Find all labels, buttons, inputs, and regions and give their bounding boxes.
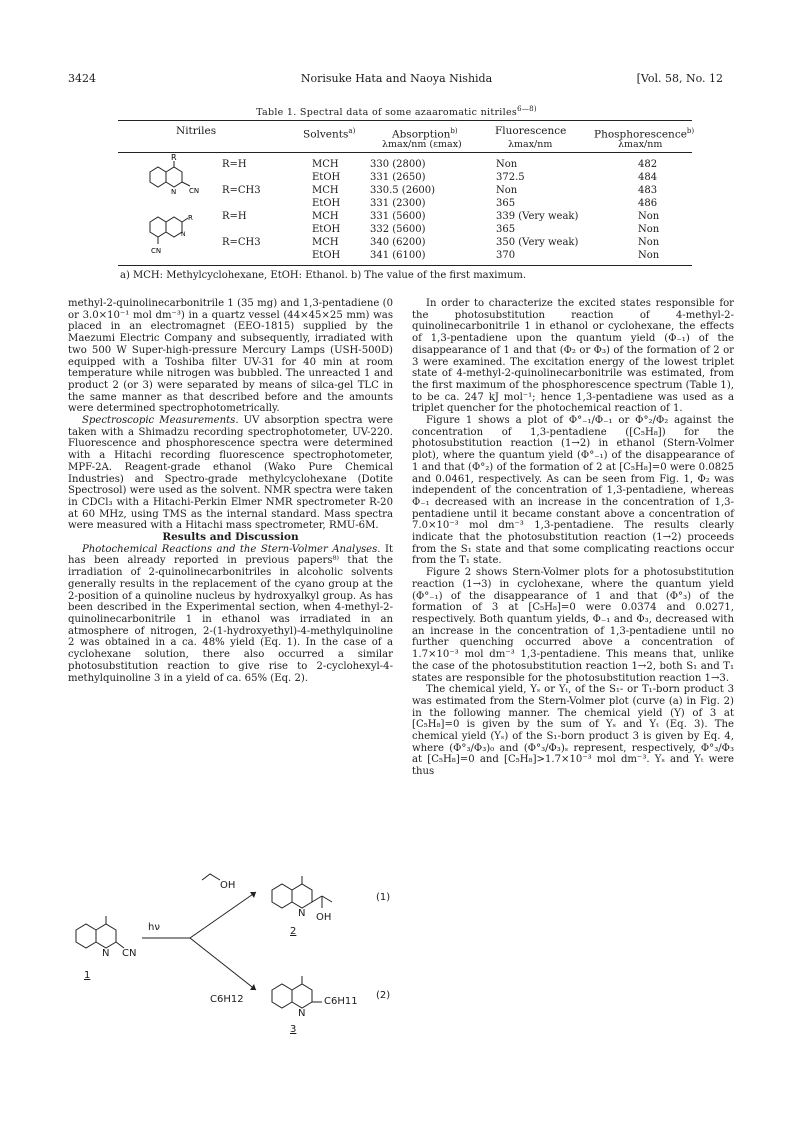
cell-phosphorescence: Non — [638, 211, 660, 222]
struct1-r-label: R — [171, 153, 177, 162]
table-row — [118, 212, 692, 222]
compound2-n-label: N — [298, 908, 306, 919]
table-row — [118, 160, 692, 170]
compound3-c6h11-label: C6H11 — [324, 996, 358, 1007]
header-fluorescence-unit: λmax/nm — [508, 139, 553, 150]
page-number: 3424 — [68, 72, 96, 85]
cell-absorption: 330 (2800) — [370, 159, 426, 170]
header-absorption-text: Absorption — [392, 128, 451, 141]
cell-solvent: MCH — [312, 185, 339, 196]
table-row — [118, 238, 692, 248]
compound1-cn-label: CN — [122, 948, 137, 959]
cell-phosphorescence: 482 — [638, 159, 658, 170]
cell-fluorescence: 365 — [496, 198, 516, 209]
running-title: Norisuke Hata and Naoya Nishida — [300, 72, 493, 85]
cell-solvent: MCH — [312, 237, 339, 248]
table-row — [118, 186, 692, 196]
compound3-number: 3 — [290, 1024, 297, 1035]
spectroscopic-body: UV absorption spectra were taken with a Shimadzu recording spectrophotometer, UV-220. Fluorescence and phosphorescence spectra were determined with a Hitachi recording fluorescence spectrophotometer, MPF-2A. Reagent-grade ethanol (Wako Pure Chemical Industries) and Spectro-grade methylcyclohexane (Dotite Spectrosol) were used as the solvent. NMR spectra were taken in CDCl₃ with a Hitachi-Perkin Elmer NMR spectrometer R-20 at 60 MHz, using TMS as the internal standard. Mass spectra were measured with a Hitachi mass spectrometer, RMU-6M. — [68, 415, 393, 532]
table-caption-ref: 6—8) — [517, 105, 537, 113]
table-footnote: a) MCH: Methylcyclohexane, EtOH: Ethanol. b) The value of the first maximum. — [120, 270, 527, 281]
cell-solvent: MCH — [312, 159, 339, 170]
cell-fluorescence: 365 — [496, 224, 516, 235]
table-header-rule — [118, 152, 692, 153]
photochemical-lead: Photochemical Reactions and the Stern-Volmer Analyses. — [82, 543, 381, 555]
cell-absorption: 331 (2650) — [370, 172, 426, 183]
spectroscopic-paragraph — [68, 415, 393, 532]
header-solvents — [303, 125, 355, 142]
header-phosphorescence-text: Phosphorescence — [594, 128, 687, 141]
cell-absorption: 330.5 (2600) — [370, 185, 436, 196]
table-row — [118, 251, 692, 261]
header-phosphorescence-unit: λmax/nm — [618, 139, 663, 150]
photochemical-paragraph — [68, 544, 393, 684]
cell-solvent: EtOH — [312, 224, 341, 235]
header-solvents-text: Solvents — [303, 128, 349, 141]
compound2-oh-label: OH — [316, 912, 332, 923]
struct2-n-label: N — [181, 231, 186, 238]
cell-solvent: EtOH — [312, 250, 341, 261]
compound2-number: 2 — [290, 926, 297, 937]
section-heading: Results and Discussion — [162, 531, 299, 544]
cell-fluorescence: 370 — [496, 250, 516, 261]
table-row — [118, 173, 692, 183]
table-bottom-rule — [118, 265, 692, 266]
reaction-scheme — [70, 862, 400, 1042]
cell-r: R=CH3 — [222, 185, 261, 196]
cell-phosphorescence: Non — [638, 224, 660, 235]
cell-fluorescence: 372.5 — [496, 172, 525, 183]
cell-solvent: EtOH — [312, 198, 341, 209]
right-column — [412, 298, 734, 778]
hv-label: hν — [148, 922, 160, 933]
cell-r: R=H — [222, 159, 247, 170]
cell-phosphorescence: 486 — [638, 198, 658, 209]
cell-absorption: 340 (6200) — [370, 237, 426, 248]
equation2-label: (2) — [376, 990, 391, 1001]
compound1-number: 1 — [84, 970, 91, 981]
cell-absorption: 331 (2300) — [370, 198, 426, 209]
cell-fluorescence: 339 (Very weak) — [496, 211, 579, 222]
cell-r: R=H — [222, 211, 247, 222]
table-top-rule — [118, 120, 692, 121]
header-fluorescence: Fluorescence — [495, 125, 567, 137]
struct1-n-label: N — [171, 188, 177, 196]
table-row — [118, 199, 692, 209]
cell-absorption: 332 (5600) — [370, 224, 426, 235]
struct2-r-label: R — [188, 214, 193, 222]
spectroscopic-lead: Spectroscopic Measurements. — [82, 415, 239, 427]
header-phosphorescence-sup: b) — [686, 127, 695, 135]
cell-r: R=CH3 — [222, 237, 261, 248]
cyclohexane-label: C6H12 — [210, 994, 244, 1005]
cell-solvent: EtOH — [312, 172, 341, 183]
table-caption — [0, 105, 793, 118]
left-column — [68, 298, 393, 684]
cell-phosphorescence: 483 — [638, 185, 658, 196]
header-absorption-sup: b) — [450, 127, 458, 135]
experimental-paragraph: methyl-2-quinolinecarbonitrile 1 (35 mg) and 1,3-pentadiene (0 or 3.0×10⁻¹ mol dm⁻³) in a quartz vessel (44×45×25 mm) was placed in an electromagnet (EEO-1815) supplied by the Maezumi Electric Company and subsequently, irradiated with two 500 W Super-high-pressure Mercury Lamps (USH-500D) equipped with a Toshiba filter UV-31 for 40 min at room temperature while nitrogen was bubbled. The unreacted 1 and product 2 (or 3) were separated by means of silca-gel TLC in the same manner as that described before and the amounts were determined spectrophotometrically. — [68, 298, 393, 415]
compound3-n-label: N — [298, 1008, 306, 1019]
table-row — [118, 225, 692, 235]
cell-fluorescence: Non — [496, 185, 518, 196]
cell-fluorescence: 350 (Very weak) — [496, 237, 579, 248]
cell-phosphorescence: Non — [638, 250, 660, 261]
table-caption-text: Table 1. Spectral data of some azaaromatic nitriles — [256, 107, 518, 119]
equation1-label: (1) — [376, 892, 391, 903]
compound1-n-label: N — [102, 948, 110, 959]
cell-absorption: 331 (5600) — [370, 211, 426, 222]
header-nitriles: Nitriles — [176, 125, 217, 137]
cell-fluorescence: Non — [496, 159, 518, 170]
volume-info: [Vol. 58, No. 12 — [636, 72, 723, 85]
excited-states-paragraph: In order to characterize the excited states responsible for the photosubstitution reaction of 4-methyl-2-quinolinecarbonitrile 1 in ethanol or cyclohexane, the effects of 1,3-pentadiene upon the quantum yield (Φ₋₁) of the disappearance of 1 and that (Φ₂ or Φ₃) of the formation of 2 or 3 were examined. The excitation energy of the lowest triplet state of 4-methyl-2-quinolinecarbonitrile was estimated, from the first maximum of the phosphorescence spectrum (Table 1), to be ca. 247 kJ mol⁻¹; hence 1,3-pentadiene was used as a triplet quencher for the photochemical reaction of 1. — [412, 298, 734, 415]
cell-absorption: 341 (6100) — [370, 250, 426, 261]
struct2-cn-label: CN — [151, 247, 162, 255]
header-absorption-unit: λmax/nm (εmax) — [382, 139, 462, 150]
cell-solvent: MCH — [312, 211, 339, 222]
figure2-paragraph: Figure 2 shows Stern-Volmer plots for a photosubstitution reaction (1→3) in cyclohexane, where the quantum yield (Φ°₋₁) of the disappearance of 1 and that (Φ°₃) of the formation of 3 at [C₅H₈]=0 were 0.0374 and 0.0271, respectively. Both quantum yields, Φ₋₁ and Φ₃, decreased with an increase in the concentration of 1,3-pentadiene until no further quenching occurred above a concentration of 1.7×10⁻³ mol dm⁻³ 1,3-pentadiene. This means that, unlike the case of the photosubstitution reaction 1→2, both S₁ and T₁ states are responsible for the photosubstitution reaction 1→3. — [412, 567, 734, 684]
cell-phosphorescence: Non — [638, 237, 660, 248]
struct1-cn-label: CN — [189, 187, 200, 195]
chemical-yield-paragraph: The chemical yield, Yₛ or Yₜ, of the S₁- or T₁-born product 3 was estimated from the Stern-Volmer plot (curve (a) in Fig. 2) in the following manner. The chemical yield (Y) of 3 at [C₅H₈]=0 is given by the sum of Yₛ and Yₜ (Eq. 3). The chemical yield (Yₛ) of the S₁-born product 3 is given by Eq. 4, where (Φ°₃/Φ₃)₀ and (Φ°₃/Φ₃)ₛ represent, respectively, Φ°₃/Φ₃ at [C₅H₈]=0 and [C₅H₈]>1.7×10⁻³ mol dm⁻³. Yₛ and Yₜ were thus — [412, 684, 734, 778]
ethanol-oh-label: OH — [220, 880, 236, 891]
cell-phosphorescence: 484 — [638, 172, 658, 183]
figure1-paragraph: Figure 1 shows a plot of Φ°₋₁/Φ₋₁ or Φ°₂/Φ₂ against the concentration of 1,3-pentadiene ([C₅H₈]) for the photosubstitution reaction (1→2) in ethanol (Stern-Volmer plot), where the quantum yield (Φ°₋₁) of the disappearance of 1 and that (Φ°₂) of the formation of 2 at [C₅H₈]=0 were 0.0825 and 0.0461, respectively. As can be seen from Fig. 1, Φ₂ was independent of the concentration of 1,3-pentadiene, whereas Φ₋₁ decreased with an increase in the concentration of 1,3-pentadiene until it became constant above a concentration of 7.0×10⁻³ mol dm⁻³ 1,3-pentadiene. The results clearly indicate that the photosubstitution reaction (1→2) proceeds from the S₁ state and that some complicating reactions occur from the T₁ state. — [412, 415, 734, 567]
photochemical-body: It has been already reported in previous papers⁸⁾ that the irradiation of 2-quinolinecarbonitriles in alcoholic solvents generally results in the replacement of the cyano group at the 2-position of a quinoline nucleus by hydroxyalkyl group. As has been described in the Experimental section, when 4-methyl-2-quinolinecarbonitrile 1 in ethanol was irradiated in an atmosphere of nitrogen, 2-(1-hydroxyethyl)-4-methylquinoline 2 was obtained in a ca. 48% yield (Eq. 1). In the case of a cyclohexane solution, there also occurred a similar photosubstitution reaction to give rise to 2-cyclohexyl-4-methylquinoline 3 in a yield of ca. 65% (Eq. 2). — [68, 543, 393, 684]
header-solvents-sup: a) — [348, 127, 356, 135]
